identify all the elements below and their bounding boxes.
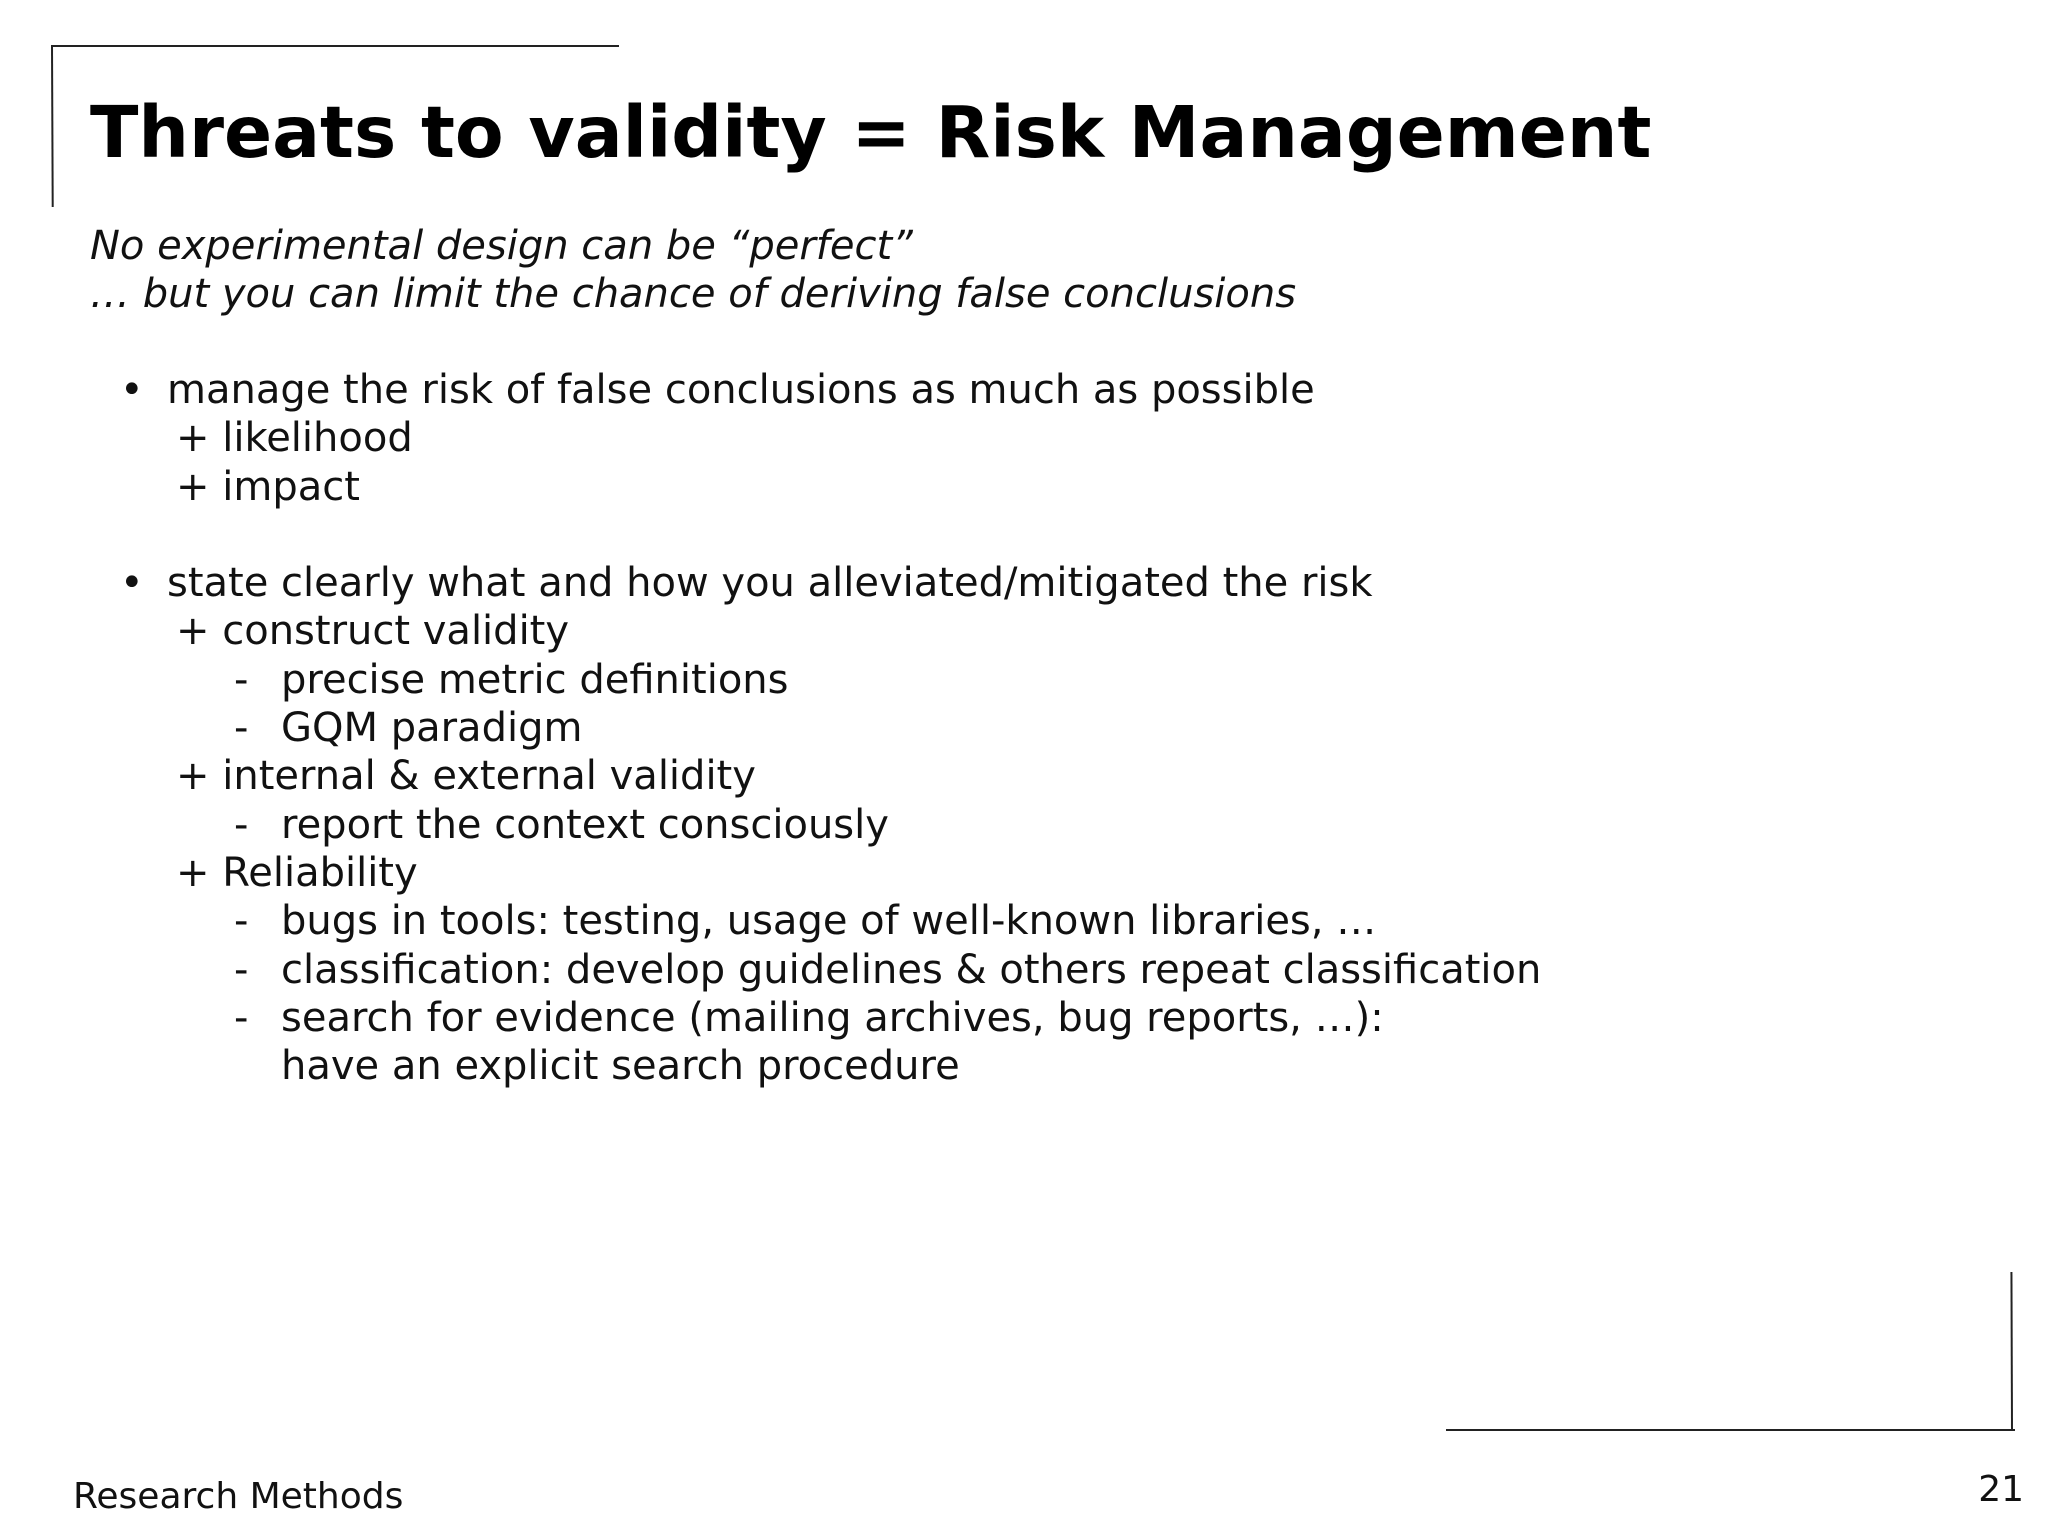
dash-marker: - [234,801,249,848]
bottom-right-frame-line [1446,1429,2015,1431]
sub-item-text [176,849,418,897]
sub-item-label: internal & external validity [222,753,756,800]
detail-text: bugs in tools: testing, usage of well-known libraries, … [281,898,1377,945]
dash-marker: - [234,898,249,945]
plus-marker: + [176,849,210,896]
sub-item-label: Reliability [222,849,418,896]
dash-marker: - [234,994,249,1041]
slide-title: Threats to validity = Risk Management [90,91,1652,174]
bullet-marker: • [120,560,144,607]
detail-text: classification: develop guidelines & others repeat classification [281,946,1542,993]
plus-marker: + [176,753,210,800]
plus-marker: + [176,463,210,510]
sub-item-label: likelihood [222,415,413,462]
sub-item-label: impact [222,463,360,510]
sub-item-text [176,607,569,655]
dash-marker: - [234,656,249,703]
sub-item-text [176,752,756,800]
detail-text: precise metric definitions [281,656,789,703]
page-number: 21 [1978,1469,2024,1510]
dash-marker: - [234,946,249,993]
detail-text: GQM paradigm [281,705,583,752]
plus-marker: + [176,608,210,655]
sub-item-text [176,463,360,511]
sub-item-text [176,414,413,462]
bullet-text: state clearly what and how you alleviated/mitigated the risk [167,560,1373,607]
detail-text: report the context consciously [281,801,889,848]
top-left-frame-line-vertical [51,45,54,207]
bullet-text: manage the risk of false conclusions as much as possible [167,367,1315,413]
sub-item-label: construct validity [222,608,570,655]
detail-text: search for evidence (mailing archives, bug reports, …): [281,994,1384,1041]
detail-text-continuation: have an explicit search procedure [281,1043,960,1090]
bullet-marker: • [120,367,144,413]
intro-text [90,222,1296,318]
footer-course-name: Research Methods [73,1476,404,1517]
plus-marker: + [176,415,210,462]
bottom-right-frame-line-vertical [2010,1272,2013,1431]
intro-line: No experimental design can be “perfect” [90,223,913,269]
dash-marker: - [234,705,249,752]
top-left-frame-line [51,45,619,47]
intro-line: … but you can limit the chance of deriving false conclusions [90,271,1297,317]
